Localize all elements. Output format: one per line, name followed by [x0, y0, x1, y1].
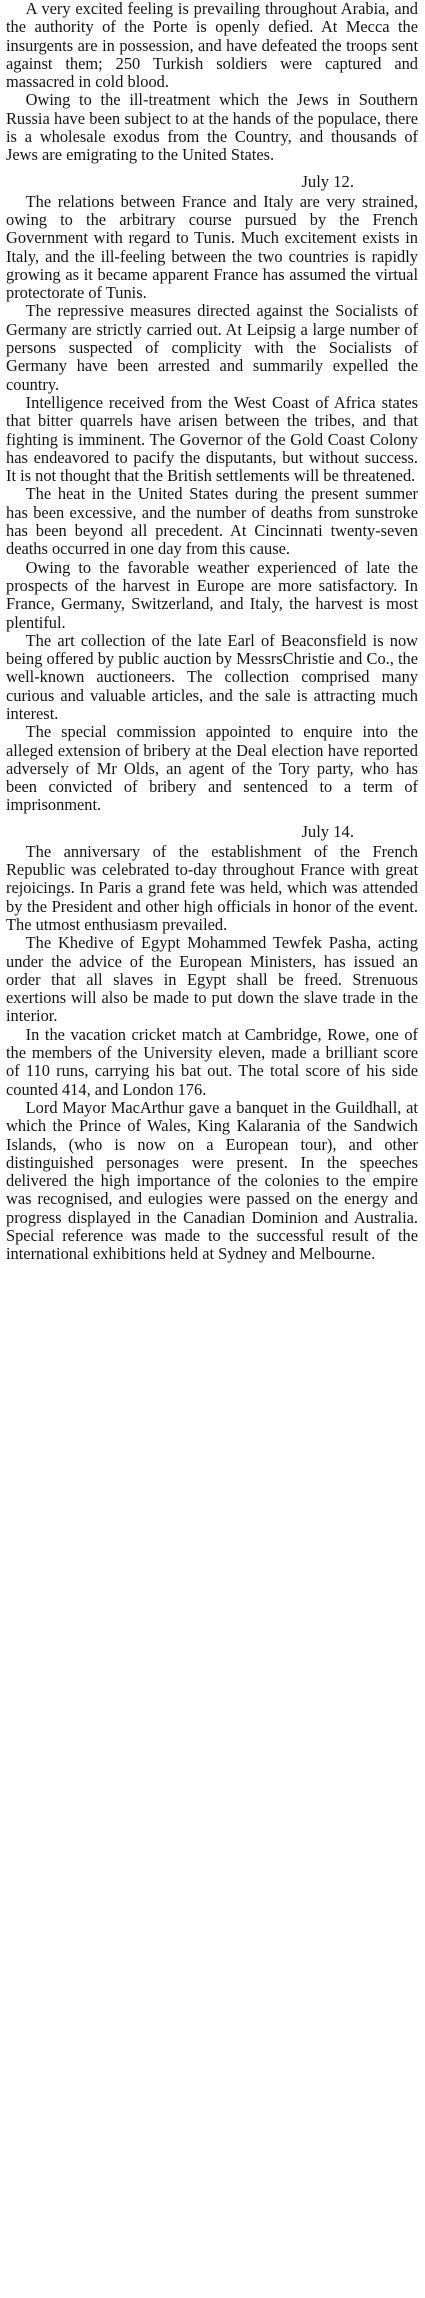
paragraph-harvest: Owing to the favorable weather experienced of late the prospects of the harvest in Europe are more satisfactory. In France, Germany, Switzerland, and Italy, the harvest is most plentiful.: [6, 557, 418, 632]
paragraph-france-italy: The relations between France and Italy are very strained, owing to the arbitrary course pursued by the French Government with regard to Tunis. Much excitement exists in Italy, and the ill-feeling between the two countries is rapidly growing as it became apparent France has assumed the virtual protectorate of Tunis.: [6, 191, 418, 303]
paragraph-beaconsfield-auction: The art collection of the late Earl of Beaconsfield is now being offered by public auction by MessrsChristie and Co., the well-known auctioneers. The collection comprised many curious and valuable articles, and the sale is attracting much interest.: [6, 630, 418, 723]
dateline-july-12: July 12.: [301, 171, 354, 191]
paragraph-arabia: A very excited feeling is prevailing throughout Arabia, and the authority of the Porte is openly defied. At Mecca the insurgents are in possession, and have defeated the troops sent against them; 250 Turkish soldiers were captured and massacred in cold blood.: [6, 0, 418, 92]
paragraph-west-africa: Intelligence received from the West Coast of Africa states that bitter quarrels have arisen between the tribes, and that fighting is imminent. The Governor of the Gold Coast Colony has endeavored to pacify the disputants, but without success. It is not thought that the British settlements will be threatened.: [6, 392, 418, 486]
dateline-july-14: July 14.: [301, 821, 354, 841]
paragraph-us-heat: The heat in the United States during the present summer has been excessive, and the number of deaths from sunstroke has been beyond all precedent. At Cincinnati twenty-seven deaths occurred in one day from this cause.: [6, 484, 418, 559]
paragraph-cricket: In the vacation cricket match at Cambridge, Rowe, one of the members of the University eleven, made a brilliant score of 110 runs, carrying his bat out. The total score of his side counted 414, and London 176.: [6, 1024, 418, 1099]
paragraph-french-republic: The anniversary of the establishment of the French Republic was celebrated to-day throughout France with great rejoicings. In Paris a grand fete was held, which was attended by the President and other high officials in honor of the event. The utmost enthusiasm prevailed.: [6, 841, 418, 934]
paragraph-khedive-egypt: The Khedive of Egypt Mohammed Tewfek Pasha, acting under the advice of the European Ministers, has issued an order that all slaves in Egypt shall be freed. Strenuous exertions will also be made to put down the slave trade in the interior.: [6, 933, 418, 1026]
paragraph-deal-election: The special commission appointed to enquire into the alleged extension of bribery at the Deal election have reported adversely of Mr Olds, an agent of the Tory party, who has been convicted of bribery and sentenced to a term of imprisonment.: [6, 722, 418, 815]
paragraph-jews-russia: Owing to the ill-treatment which the Jews in Southern Russia have been subject to at the hands of the populace, there is a wholesale exodus from the Country, and thousands of Jews are emigrating to the United States.: [6, 90, 418, 165]
paragraph-guildhall-banquet: Lord Mayor MacArthur gave a banquet in the Guildhall, at which the Prince of Wales, King Kalarania of the Sandwich Islands, (who is now on a European tour), and other distinguished personages were present. In the speeches delivered the high importance of the colonies to the empire was recognised, and eulogies were passed on the energy and progress displayed in the Canadian Dominion and Australia. Special reference was made to the successful result of the international exhibitions held at Sydney and Melbourne.: [6, 1097, 418, 1264]
newspaper-column: [6, 0, 418, 1264]
paragraph-socialists-germany: The repressive measures directed against the Socialists of Germany are strictly carried out. At Leipsig a large number of persons suspected of complicity with the Socialists of Germany have been arrested and summarily expelled the country.: [6, 301, 418, 394]
